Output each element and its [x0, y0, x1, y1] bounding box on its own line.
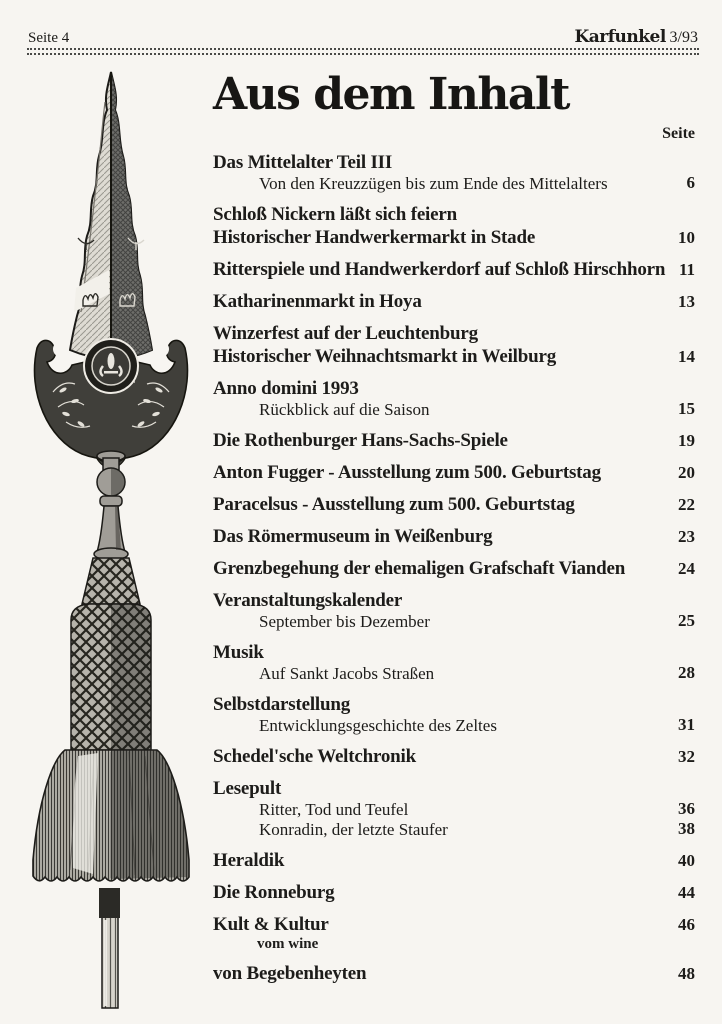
page-number-label: Seite 4: [28, 30, 70, 46]
toc-row: [213, 151, 695, 174]
toc-page-number: 25: [678, 610, 695, 630]
toc-row: [213, 258, 695, 281]
issue-number: 3/93: [669, 29, 698, 46]
header-dotted-rule-bottom: [27, 53, 699, 55]
toc-entry-title: Historischer Handwerkermarkt in Stade: [213, 226, 536, 248]
toc-page-number: 44: [678, 882, 695, 902]
toc-entry-title: Die Ronneburg: [213, 881, 335, 903]
toc-row: [213, 429, 695, 452]
toc-row: [213, 936, 695, 953]
magazine-issue-label: [574, 27, 698, 47]
toc-row: [213, 881, 695, 904]
toc-row: [213, 174, 695, 194]
toc-entry-title: Die Rothenburger Hans-Sachs-Spiele: [213, 429, 508, 451]
toc-page-number: 20: [678, 462, 695, 482]
toc-row: [213, 849, 695, 872]
toc-row: [213, 345, 695, 368]
toc-page-number: 23: [678, 526, 695, 546]
toc-entry: [213, 429, 695, 452]
toc-row: [213, 589, 695, 612]
magazine-brand: Karfunkel: [574, 27, 666, 47]
toc-entry-title: Veranstaltungskalender: [213, 589, 403, 611]
toc-row: [213, 290, 695, 313]
toc-page-number: 13: [678, 291, 695, 311]
toc-page-number: 36: [678, 798, 695, 818]
toc-page-number: 31: [678, 714, 695, 734]
toc-entry: [213, 849, 695, 872]
toc-entry-subtitle: Entwicklungsgeschichte des Zeltes: [259, 715, 497, 735]
toc-row: [213, 525, 695, 548]
page-title: Aus dem Inhalt: [213, 69, 569, 120]
spear-engraving-illustration: [8, 60, 218, 1010]
toc-page-number: 11: [678, 259, 695, 279]
toc-entry-title: Anton Fugger - Ausstellung zum 500. Geburtstag: [213, 461, 601, 483]
toc-row: [213, 226, 695, 249]
toc-row: [213, 962, 695, 985]
toc-entry-title: Anno domini 1993: [213, 377, 359, 399]
toc-entry: [213, 913, 695, 953]
toc-entry: [213, 641, 695, 684]
toc-page-number: 38: [678, 818, 695, 838]
header-dotted-rule-top: [27, 48, 699, 50]
toc-entry-title: Winzerfest auf der Leuchtenburg: [213, 322, 478, 344]
toc-entry: [213, 151, 695, 194]
toc-entry-title: Lesepult: [213, 777, 282, 799]
toc-page-number: 22: [678, 494, 695, 514]
page-header: [28, 27, 698, 47]
toc-row: [213, 493, 695, 516]
toc-row: [213, 820, 695, 840]
toc-page-number: 15: [678, 398, 695, 418]
toc-entry: [213, 377, 695, 420]
toc-row: [213, 557, 695, 580]
toc-page-number: 32: [678, 746, 695, 766]
toc-entry-title: Paracelsus - Ausstellung zum 500. Geburtstag: [213, 493, 575, 515]
toc-entry-title: Ritterspiele und Handwerkerdorf auf Schloß Hirschhorn: [213, 258, 666, 280]
toc-entry: [213, 589, 695, 632]
toc-row: [213, 322, 695, 345]
toc-entry: [213, 258, 695, 281]
toc-entry-title: Grenzbegehung der ehemaligen Grafschaft Vianden: [213, 557, 626, 579]
toc-row: [213, 400, 695, 420]
toc-entry-subtitle: Rückblick auf die Saison: [259, 399, 430, 419]
toc-page-number: 6: [686, 172, 695, 192]
toc-entry: [213, 525, 695, 548]
table-of-contents: [213, 70, 695, 994]
toc-entry: [213, 962, 695, 985]
toc-page-number: 24: [678, 558, 695, 578]
toc-row: [213, 612, 695, 632]
toc-row: [213, 461, 695, 484]
toc-entry-title: Schloß Nickern läßt sich feiern: [213, 203, 457, 225]
toc-entry: [213, 745, 695, 768]
toc-entry-title: Heraldik: [213, 849, 285, 871]
toc-entry: [213, 557, 695, 580]
toc-entry-subtitle: Ritter, Tod und Teufel: [259, 799, 409, 819]
toc-entry-title: Selbstdarstellung: [213, 693, 351, 715]
toc-entry-subtitle: vom wine: [257, 935, 319, 952]
toc-entry-title: Das Römermuseum in Weißenburg: [213, 525, 493, 547]
toc-entry: [213, 322, 695, 368]
toc-entry: [213, 693, 695, 736]
toc-page-number: 40: [678, 850, 695, 870]
toc-entry-title: Katharinenmarkt in Hoya: [213, 290, 422, 312]
toc-row: [213, 693, 695, 716]
toc-row: [213, 641, 695, 664]
toc-entry-title: Schedel'sche Weltchronik: [213, 745, 416, 767]
toc-entry: [213, 290, 695, 313]
toc-entry: [213, 493, 695, 516]
toc-entry: [213, 881, 695, 904]
toc-entry-subtitle: Auf Sankt Jacobs Straßen: [259, 663, 435, 683]
toc-page-number: 19: [678, 430, 695, 450]
toc-entry-subtitle: Konradin, der letzte Staufer: [259, 819, 448, 839]
toc-row: [213, 203, 695, 226]
toc-row: [213, 913, 695, 936]
toc-list: [213, 151, 695, 985]
toc-row: [213, 716, 695, 736]
toc-entry-title: Musik: [213, 641, 264, 663]
toc-entry: [213, 777, 695, 840]
toc-entry: [213, 203, 695, 249]
toc-row: [213, 664, 695, 684]
toc-entry-title: Das Mittelalter Teil III: [213, 151, 393, 173]
toc-entry: [213, 461, 695, 484]
toc-page-number: 10: [678, 227, 695, 247]
toc-entry-subtitle: September bis Dezember: [259, 611, 430, 631]
toc-page-number: 46: [678, 914, 695, 934]
toc-row: [213, 777, 695, 800]
toc-page-number: 14: [678, 346, 695, 366]
toc-row: [213, 377, 695, 400]
toc-entry-subtitle: Von den Kreuzzügen bis zum Ende des Mittelalters: [259, 173, 608, 193]
toc-entry-title: Historischer Weihnachtsmarkt in Weilburg: [213, 345, 556, 367]
toc-entry-title: Kult & Kultur: [213, 913, 329, 935]
toc-row: [213, 800, 695, 820]
toc-entry-title: von Begebenheyten: [213, 962, 367, 984]
toc-page-number: 28: [678, 662, 695, 682]
page-column-header: Seite: [662, 124, 695, 142]
toc-page-number: 48: [678, 963, 695, 983]
toc-row: [213, 745, 695, 768]
